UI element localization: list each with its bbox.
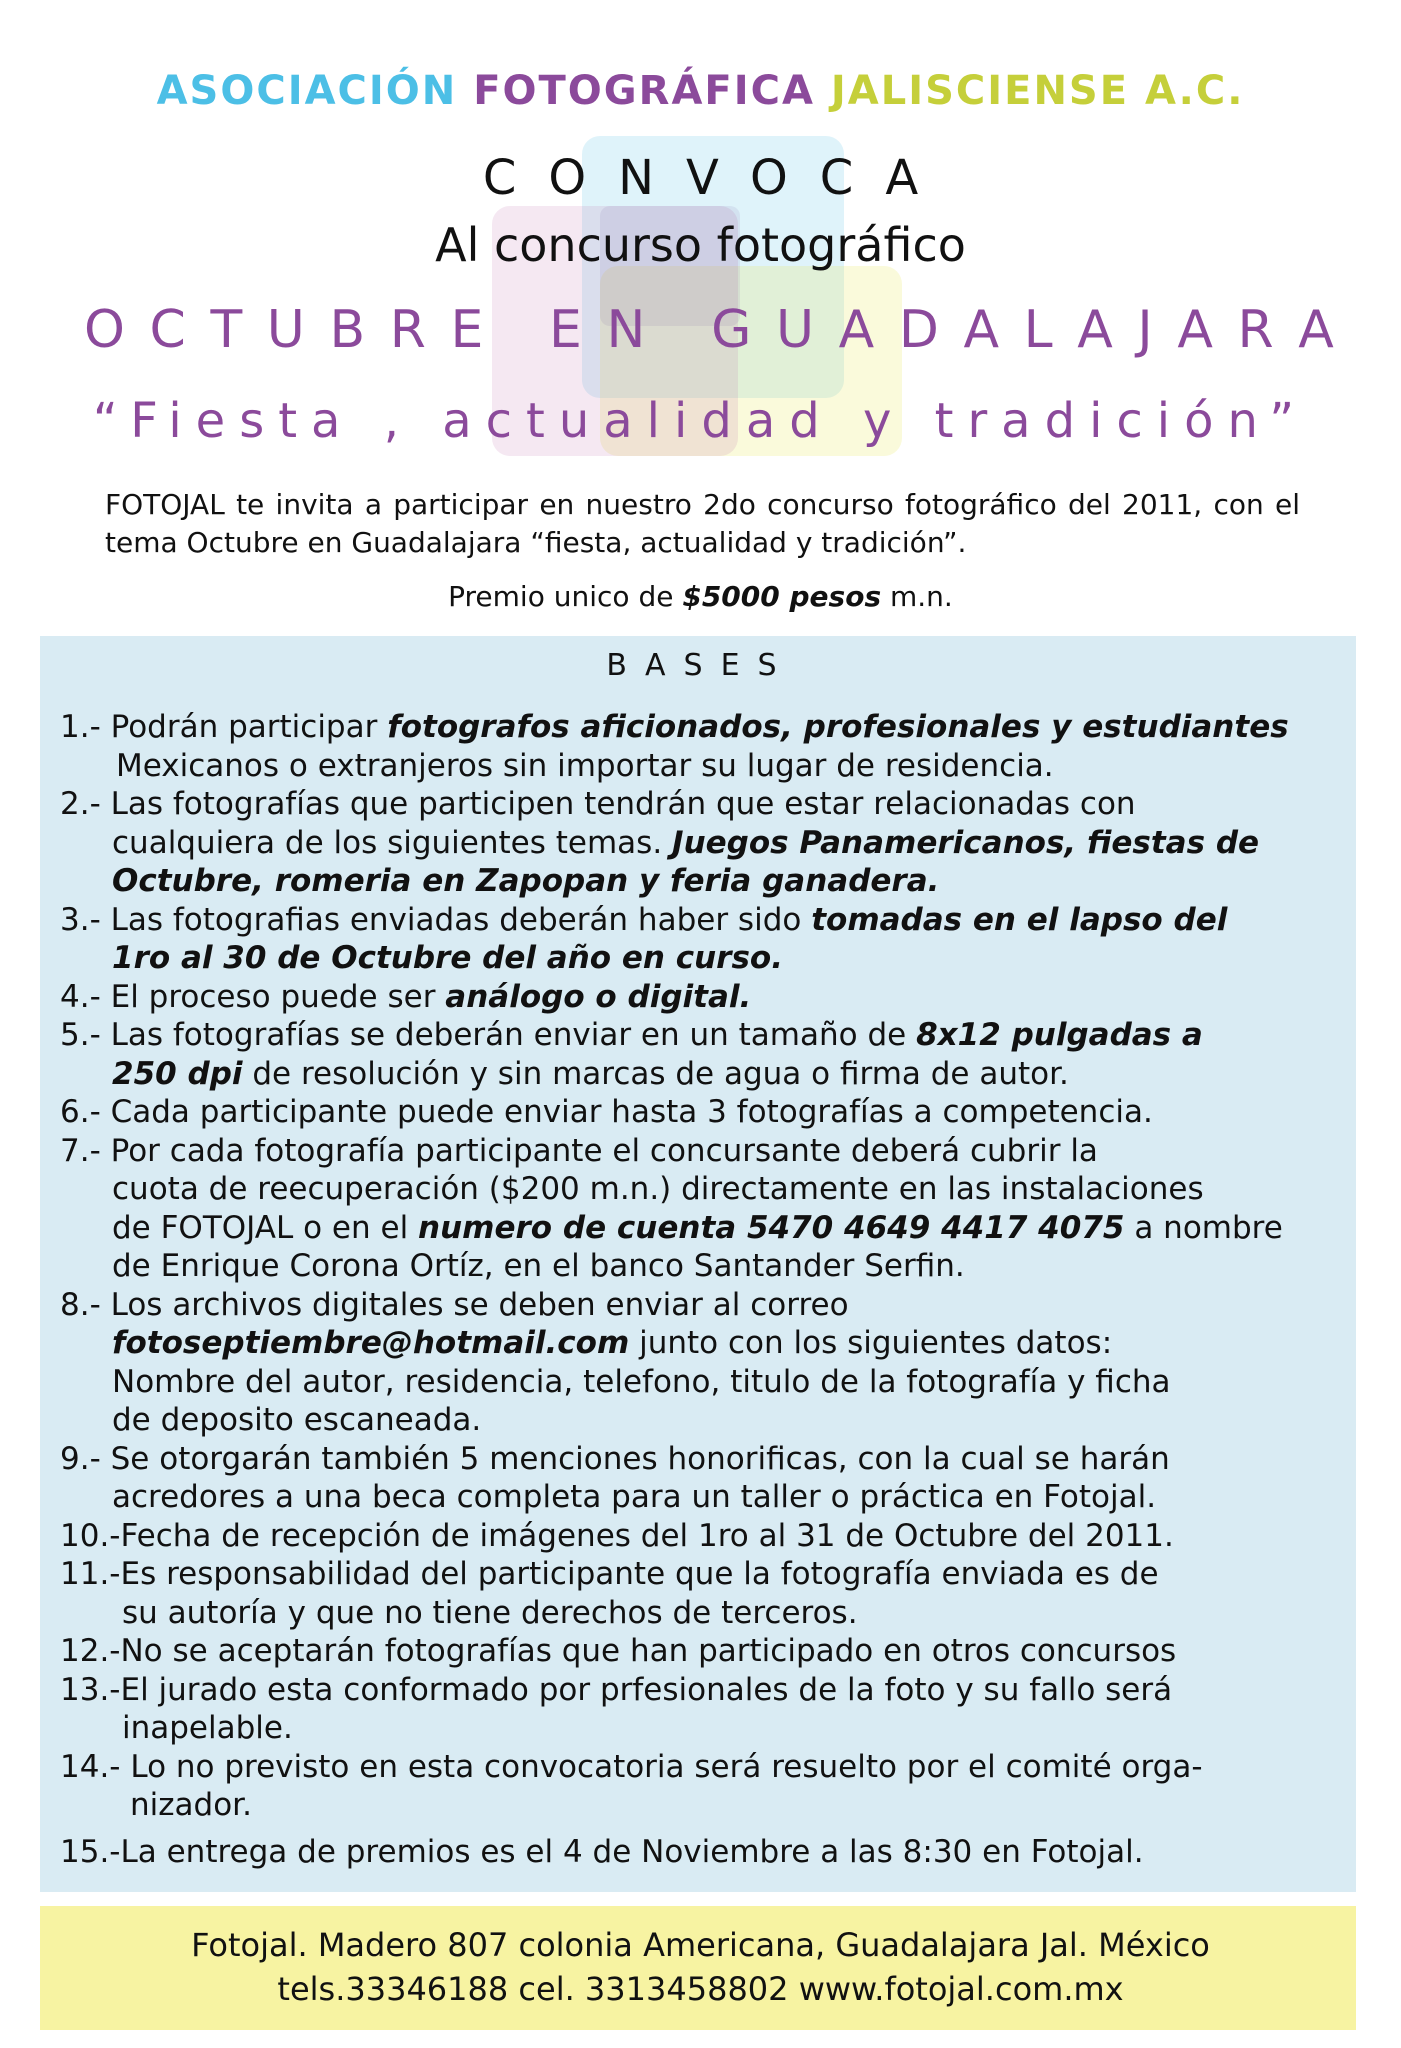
bases-item-line	[60, 747, 1350, 786]
bases-text: cualquiera de los siguientes temas.	[112, 824, 673, 861]
bases-item-line	[60, 785, 1350, 824]
contest-name-letter: G	[711, 300, 752, 360]
contest-name-letter: U	[776, 300, 815, 360]
footer-address: Fotojal. Madero 807 colonia Americana, Guadalajara Jal. México	[191, 1926, 1210, 1964]
bases-text: 5.- Las fotografías se deberán enviar en un tamaño de	[60, 1017, 917, 1053]
bases-item	[60, 785, 1350, 901]
contest-name-letter: R	[389, 300, 426, 360]
prize-before: Premio unico de	[448, 580, 683, 613]
bases-text: inapelable.	[122, 1710, 293, 1746]
bases-emphasis: análogo o digital.	[445, 978, 752, 1015]
bases-item-line	[60, 1209, 1350, 1248]
footer-panel	[40, 1906, 1356, 2030]
bases-item-line	[60, 1833, 1350, 1872]
bases-item-line	[60, 1016, 1350, 1055]
bases-item-line	[60, 1517, 1350, 1556]
bases-item	[60, 1555, 1350, 1632]
bases-text: de FOTOJAL o en el	[112, 1209, 419, 1246]
bases-item-line	[60, 1440, 1350, 1479]
bases-item-line	[60, 901, 1350, 940]
contest-name-letter: E	[450, 300, 484, 360]
bases-item-line	[60, 1478, 1350, 1517]
bases-item-line	[60, 978, 1350, 1017]
bases-item	[60, 1093, 1350, 1132]
bases-item-line	[60, 1363, 1350, 1402]
bases-emphasis: tomadas en el lapso del	[811, 901, 1228, 938]
bases-text: a nombre	[1124, 1209, 1283, 1246]
assoc-word-3: JALISCIENSE A.C.	[830, 68, 1245, 114]
bases-item-line	[60, 1709, 1350, 1748]
bases-text: 8.- Los archivos digitales se deben enviar al correo	[60, 1286, 849, 1323]
bases-item	[60, 901, 1350, 978]
bases-list	[60, 708, 1350, 1871]
bases-text: 1.- Podrán participar	[60, 709, 388, 745]
contest-name-letter	[670, 300, 687, 360]
bases-emphasis: Octubre, romeria en Zapopan y feria ganadera.	[112, 863, 940, 899]
assoc-word-2: FOTOGRÁFICA	[473, 68, 815, 114]
bases-item-line	[60, 1401, 1350, 1440]
bases-emphasis: 250 dpi	[112, 1055, 243, 1092]
bases-item	[60, 1016, 1350, 1093]
bases-item	[60, 1132, 1350, 1286]
bases-emphasis: 8x12 pulgadas a	[916, 1017, 1203, 1053]
contest-name-letter: T	[210, 300, 243, 360]
contest-name-letter: D	[898, 300, 939, 360]
bases-title: BASES	[606, 648, 795, 683]
bases-item	[60, 1748, 1350, 1825]
bases-emphasis: Juegos Panamericanos, fiestas de	[672, 824, 1260, 861]
bases-item-line	[60, 1748, 1350, 1787]
bases-item	[60, 1286, 1350, 1440]
bases-item-line	[60, 1132, 1350, 1171]
bases-emphasis: numero de cuenta 5470 4649 4417 4075	[418, 1209, 1125, 1246]
bases-text: 12.-No se aceptarán fotografías que han participado en otros concursos	[60, 1633, 1177, 1669]
bases-text: su autoría y que no tiene derechos de terceros.	[122, 1594, 858, 1631]
bases-text: 7.- Por cada fotografía participante el concursante deberá cubrir la	[60, 1132, 1098, 1169]
bases-text: acredores a una beca completa para un taller o práctica en Fotojal.	[112, 1479, 1157, 1515]
bases-item-line	[60, 824, 1350, 863]
bases-text: 3.- Las fotografias enviadas deberán haber sido	[60, 901, 812, 938]
prize-after: m.n.	[881, 580, 953, 613]
bases-item	[60, 1833, 1350, 1872]
prize-amount: $5000 pesos	[682, 580, 882, 613]
bases-text: 14.- Lo no previsto en esta convocatoria será resuelto por el comité orga-	[60, 1748, 1203, 1785]
bases-text: 13.-El jurado esta conformado por prfesionales de la foto y su fallo será	[60, 1671, 1173, 1708]
contest-name-letter: R	[1237, 300, 1274, 360]
bases-item-line	[60, 1671, 1350, 1710]
bases-emphasis: 1ro al 30 de Octubre del año en curso.	[112, 940, 783, 976]
intro-paragraph: FOTOJAL te invita a participar en nuestro 2do concurso fotográfico del 2011, con el tema Octubre en Guadalajara “fiesta, actualidad y tradición”.	[105, 488, 1300, 559]
bases-item	[60, 1671, 1350, 1748]
bases-text: 6.- Cada participante puede enviar hasta 3 fotografías a competencia.	[60, 1094, 1153, 1130]
contest-name-letter: B	[329, 300, 366, 360]
contest-name-letter: C	[149, 300, 186, 360]
bases-item-line	[60, 1632, 1350, 1671]
contest-name-letter: A	[963, 300, 1000, 360]
bases-text: 4.- El proceso puede ser	[60, 978, 446, 1015]
bases-text: de resolución y sin marcas de agua o firma de autor.	[242, 1055, 1069, 1092]
contest-name-letter: A	[1177, 300, 1213, 360]
contest-name-letter: A	[838, 300, 875, 360]
bases-item-line	[60, 1247, 1350, 1286]
bases-text: 9.- Se otorgarán también 5 menciones honorificas, con la cual se harán	[60, 1440, 1170, 1477]
contest-theme: “Fiesta , actualidad y tradición”	[92, 393, 1309, 449]
bases-item-line	[60, 1555, 1350, 1594]
contest-name-letter: O	[84, 300, 125, 360]
bases-item	[60, 1440, 1350, 1517]
bases-item-line	[60, 1286, 1350, 1325]
contest-name-letter: L	[1023, 300, 1053, 360]
convoca-heading: CONVOCA	[482, 150, 951, 206]
bases-text: 15.-La entrega de premios es el 4 de Noviembre a las 8:30 en Fotojal.	[60, 1833, 1144, 1870]
bases-item	[60, 978, 1350, 1017]
bases-item-line	[60, 1324, 1350, 1363]
bases-text: de Enrique Corona Ortíz, en el banco Santander Serfin.	[112, 1248, 965, 1284]
bases-text: 10.-Fecha de recepción de imágenes del 1ro al 31 de Octubre del 2011.	[60, 1517, 1174, 1554]
bases-text: 11.-Es responsabilidad del participante que la fotografía enviada es de	[60, 1556, 1159, 1592]
assoc-word-1: ASOCIACIÓN	[156, 68, 458, 114]
bases-text: Mexicanos o extranjeros sin importar su lugar de residencia.	[116, 747, 1054, 784]
bases-text: cuota de reecuperación ($200 m.n.) directamente en las instalaciones	[112, 1171, 1204, 1207]
contest-name-letter: U	[266, 300, 305, 360]
bases-item-line	[60, 1055, 1350, 1094]
bases-item	[60, 1517, 1350, 1556]
bases-text: nizador.	[130, 1787, 252, 1823]
bases-item-line	[60, 1093, 1350, 1132]
contest-name-letter: A	[1077, 300, 1113, 360]
bases-emphasis: fotografos aficionados, profesionales y estudiantes	[387, 709, 1289, 745]
bases-item-line	[60, 862, 1350, 901]
contest-name	[84, 300, 1334, 360]
bases-item-line	[60, 1170, 1350, 1209]
bases-text: de deposito escaneada.	[112, 1402, 482, 1438]
bases-item-line	[60, 708, 1350, 747]
association-title	[0, 68, 1401, 114]
contest-name-letter	[508, 300, 525, 360]
contest-name-letter: J	[1137, 300, 1153, 360]
bases-item-line	[60, 939, 1350, 978]
prize-line	[0, 580, 1401, 613]
bases-emphasis: fotoseptiembre@hotmail.com	[112, 1325, 630, 1361]
bases-item-line	[60, 1786, 1350, 1825]
contest-name-letter: A	[1298, 300, 1334, 360]
contest-subtitle: Al concurso fotográfico	[435, 218, 966, 272]
bases-text: junto con los siguientes datos:	[629, 1325, 1113, 1361]
bases-text: 2.- Las fotografías que participen tendrán que estar relacionadas con	[60, 786, 1136, 822]
footer-contact: tels.33346188 cel. 3313458802 www.fotojal.com.mx	[277, 1970, 1124, 2008]
bases-text: Nombre del autor, residencia, telefono, titulo de la fotografía y ficha	[112, 1363, 1171, 1400]
bases-item	[60, 1632, 1350, 1671]
contest-name-letter: E	[549, 300, 582, 360]
bases-item-line	[60, 1594, 1350, 1633]
contest-name-letter: N	[606, 300, 646, 360]
bases-item	[60, 708, 1350, 785]
